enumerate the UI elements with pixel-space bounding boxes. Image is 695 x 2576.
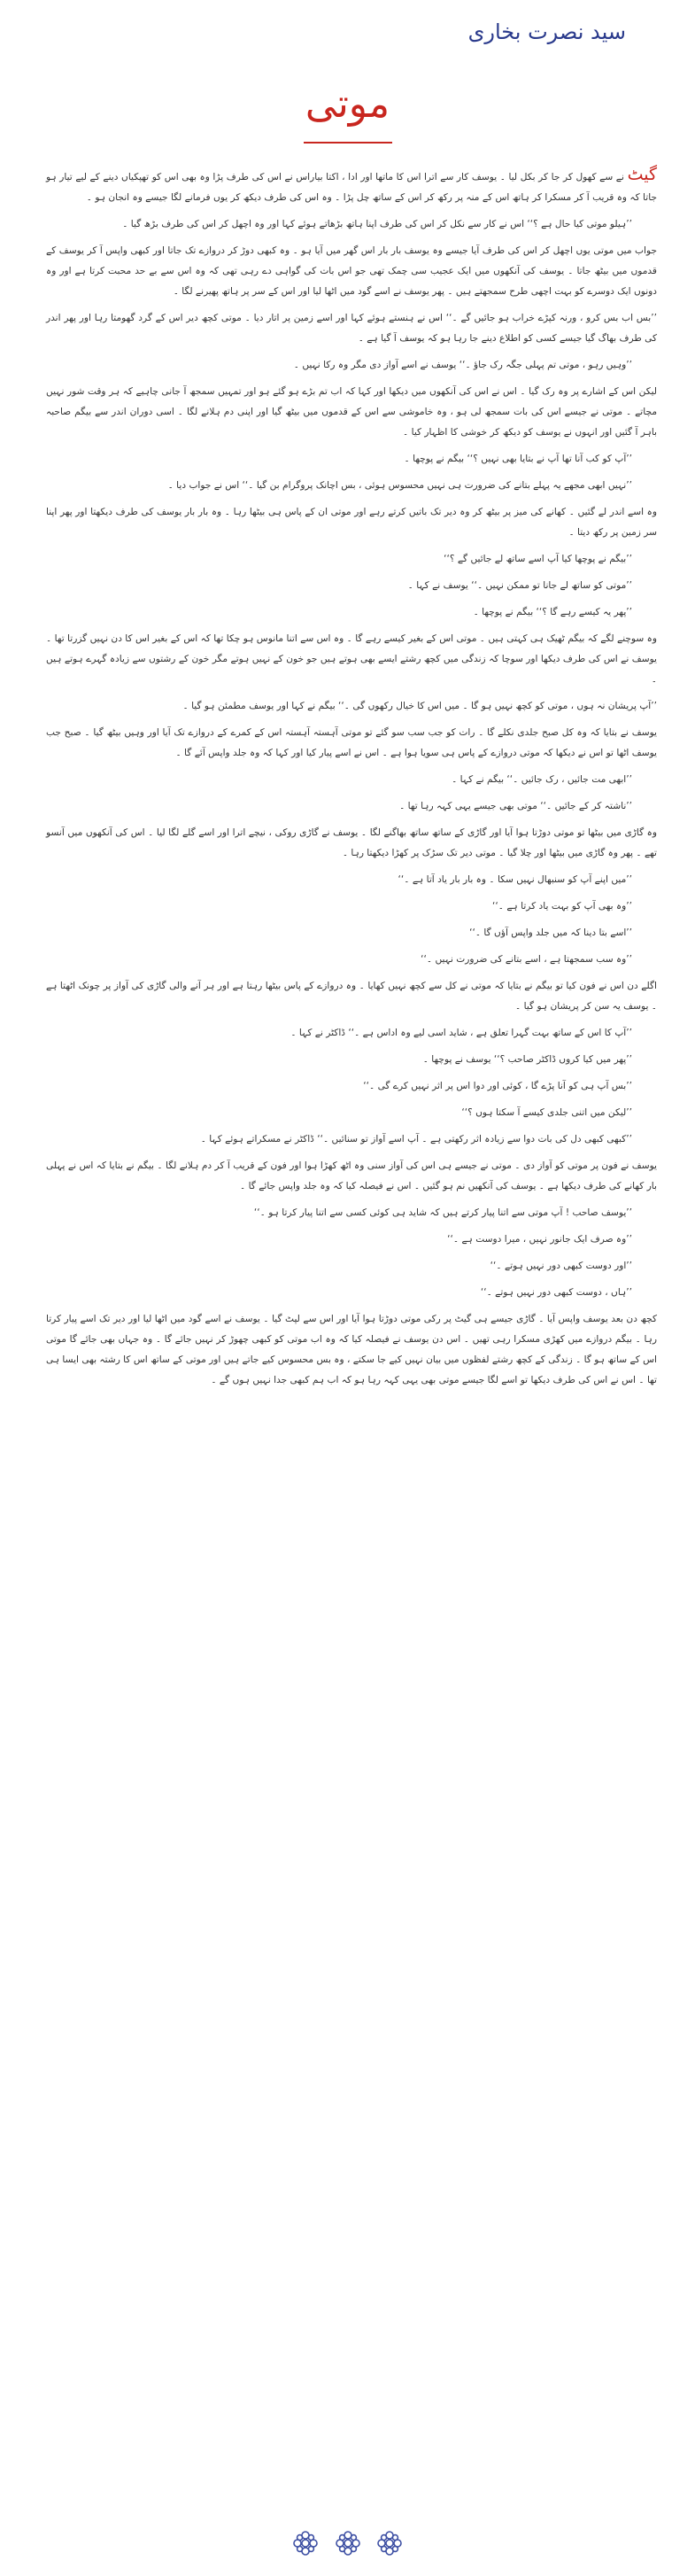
story-paragraph: ’’وہ سب سمجھتا ہے ، اسے بتانے کی ضرورت نہیں ۔‘‘ bbox=[421, 954, 632, 965]
floral-ornament-icon bbox=[376, 2530, 403, 2557]
paragraph-text: نے سے کھول کر جا کر بکل لیا ۔ یوسف کار سے اترا اس کا ماتھا اور ادا ، اکتا بیاراس نے اس کی طرف پڑا وہ بھی اس کو تھپکیاں دینے کے لیے تیار ہو جاتا کہ وہ قریب آ کر مسکرا کر ہاتھ اس کے منہ پر رکھ کر اس کے ساتھ چل پڑا ۔ وہ اس کی طرف دیکھ کر یوں فرمانے لگا جیسے وہ انجان ہو ۔ bbox=[46, 172, 657, 203]
story-title: موتی bbox=[305, 81, 390, 127]
story-paragraph: ’’ناشتہ کر کے جائیں ۔‘‘ موتی بھی جیسے یہی کہہ رہا تھا ۔ bbox=[399, 801, 632, 811]
floral-ornament-icon bbox=[335, 2530, 361, 2557]
title-underline bbox=[304, 142, 392, 144]
story-paragraph: وہ سوچنے لگے کہ بیگم ٹھیک ہی کہتی ہیں ۔ موتی اس کے بغیر کیسے رہے گا ۔ وہ اس سے اتنا مانوس ہو چکا تھا کہ اس کے بغیر اس کا دن نہیں گزرتا تھا ۔ یوسف نے اس کی طرف دیکھا اور سوچا کہ زندگی میں کچھ رشتے ایسے بھی ہوتے ہیں جو خون کے نہیں ہوتے مگر خون کے رشتوں سے زیادہ گہرے ہوتے ہیں ۔ bbox=[46, 633, 657, 685]
story-paragraph: ’’موتی کو ساتھ لے جانا تو ممکن نہیں ۔‘‘ یوسف نے کہا ۔ bbox=[407, 580, 632, 591]
story-paragraph: ’’وہ صرف ایک جانور نہیں ، میرا دوست ہے ۔‘‘ bbox=[447, 1234, 632, 1245]
story-paragraph: ’’وہیں رہو ، موتی تم پہلی جگہ رک جاؤ ۔‘‘ یوسف نے اسے آواز دی مگر وہ رکا نہیں ۔ bbox=[293, 360, 632, 370]
story-paragraph: ’’ہاں ، دوست کبھی دور نہیں ہوتے ۔‘‘ bbox=[480, 1287, 632, 1298]
story-paragraph: ’’بس آپ ہی کو آنا پڑے گا ، کوئی اور دوا اس پر اثر نہیں کرے گی ۔‘‘ bbox=[363, 1081, 632, 1091]
story-paragraph: ’’بس اب بس کرو ، ورنہ کپڑے خراب ہو جائیں گے ۔‘‘ اس نے ہنستے ہوئے کہا اور اسے زمین پر اتار دیا ۔ موتی کچھ دیر اس کے گرد گھومتا رہا اور پھر اندر کی طرف بھاگ گیا جیسے کسی کو اطلاع دینے جا رہا ہو کہ یوسف آ گیا ہے ۔ bbox=[46, 313, 657, 344]
story-paragraph: یوسف نے فون پر موتی کو آواز دی ۔ موتی نے جیسے ہی اس کی آواز سنی وہ اٹھ کھڑا ہوا اور فون کے قریب آ کر دم ہلانے لگا ۔ بیگم نے بتایا کہ اس نے پہلی بار کھانے کی طرف دیکھا ہے ۔ یوسف کی آنکھیں نم ہو گئیں ۔ اس نے فیصلہ کیا کہ وہ جلد واپس جائے گا ۔ bbox=[46, 1160, 657, 1191]
story-paragraph: ’’اور دوست کبھی دور نہیں ہوتے ۔‘‘ bbox=[490, 1261, 632, 1271]
dropcap-word: گیٹ bbox=[627, 165, 657, 184]
footer-ornaments bbox=[0, 2530, 695, 2557]
story-paragraph: ’’وہ بھی آپ کو بہت یاد کرتا ہے ۔‘‘ bbox=[492, 901, 632, 912]
story-paragraph: ’’پھر میں کیا کروں ڈاکٹر صاحب ؟‘‘ یوسف نے پوچھا ۔ bbox=[422, 1054, 632, 1065]
story-paragraph: ’’آپ کو کب آنا تھا آپ نے بتایا بھی نہیں ؟‘‘ بیگم نے پوچھا ۔ bbox=[404, 454, 632, 464]
author-name: سید نصرت بخاری bbox=[467, 19, 626, 44]
story-paragraph: ’’لیکن میں اتنی جلدی کیسے آ سکتا ہوں ؟‘‘ bbox=[461, 1107, 632, 1118]
story-paragraph bbox=[46, 165, 657, 208]
floral-ornament-icon bbox=[292, 2530, 319, 2557]
story-paragraph: ’’ہیلو موتی کیا حال ہے ؟‘‘ اس نے کار سے نکل کر اس کی طرف اپنا ہاتھ بڑھاتے ہوئے کہا اور وہ اچھل کر اس کی طرف بڑھ گیا ۔ bbox=[122, 219, 632, 229]
story-paragraph: یوسف نے بتایا کہ وہ کل صبح جلدی نکلے گا ۔ رات کو جب سب سو گئے تو موتی آہستہ آہستہ اس کے کمرے کے دروازے تک آیا اور وہیں بیٹھ گیا ۔ صبح جب یوسف اٹھا تو اس نے دیکھا کہ موتی دروازے کے پاس ہی سویا ہوا ہے ۔ اس نے اسے پیار کیا اور کہا کہ وہ جلد واپس آئے گا ۔ bbox=[46, 727, 657, 758]
story-body bbox=[46, 165, 657, 1397]
story-paragraph: ’’آپ کا اس کے ساتھ بہت گہرا تعلق ہے ، شاید اسی لیے وہ اداس ہے ۔‘‘ ڈاکٹر نے کہا ۔ bbox=[290, 1028, 632, 1038]
story-paragraph: ’’پھر یہ کیسے رہے گا ؟‘‘ بیگم نے پوچھا ۔ bbox=[473, 607, 632, 617]
story-paragraph: لیکن اس کے اشارے پر وہ رک گیا ۔ اس نے اس کی آنکھوں میں دیکھا اور کہا کہ اب تم بڑے ہو گئے ہو اور تمہیں سمجھ آ جانی چاہیے کہ ہر وقت شور نہیں مچاتے ۔ موتی نے جیسے اس کی بات سمجھ لی ہو ، وہ خاموشی سے اس کے قدموں میں بیٹھ گیا اور اپنی دم ہلانے لگا ۔ اسی دوران اندر سے بیگم صاحبہ باہر آ گئیں اور انہوں نے یوسف کو دیکھ کر خوشی کا اظہار کیا ۔ bbox=[46, 386, 657, 438]
story-paragraph: اگلے دن اس نے فون کیا تو بیگم نے بتایا کہ موتی نے کل سے کچھ نہیں کھایا ۔ وہ دروازے کے پاس بیٹھا رہتا ہے اور ہر آنے والی گاڑی کی آواز پر چونک اٹھتا ہے ۔ یوسف یہ سن کر پریشان ہو گیا ۔ bbox=[46, 981, 657, 1012]
story-paragraph: ’’آپ پریشان نہ ہوں ، موتی کو کچھ نہیں ہو گا ۔ میں اس کا خیال رکھوں گی ۔‘‘ بیگم نے کہا اور یوسف مطمئن ہو گیا ۔ bbox=[182, 701, 657, 711]
story-paragraph: ’’نہیں ابھی مجھے یہ پہلے بتانے کی ضرورت ہی نہیں محسوس ہوئی ، بس اچانک پروگرام بن گیا ۔‘‘ اس نے جواب دیا ۔ bbox=[167, 480, 632, 491]
story-paragraph: وہ گاڑی میں بیٹھا تو موتی دوڑتا ہوا آیا اور گاڑی کے ساتھ ساتھ بھاگنے لگا ۔ یوسف نے گاڑی روکی ، نیچے اترا اور اسے گلے لگا لیا ۔ اس کی آنکھوں میں آنسو تھے ۔ پھر وہ گاڑی میں بیٹھا اور چلا گیا ۔ موتی دیر تک سڑک پر کھڑا دیکھتا رہا ۔ bbox=[46, 827, 657, 858]
story-paragraph: ’’یوسف صاحب ! آپ موتی سے اتنا پیار کرتے ہیں کہ شاید ہی کوئی کسی سے اتنا پیار کرتا ہو ۔‘‘ bbox=[253, 1207, 632, 1218]
story-paragraph: ’’میں اپنے آپ کو سنبھال نہیں سکا ۔ وہ بار بار یاد آتا ہے ۔‘‘ bbox=[398, 874, 632, 885]
story-paragraph: ’’کبھی کبھی دل کی بات دوا سے زیادہ اثر رکھتی ہے ۔ آپ اسے آواز تو سنائیں ۔‘‘ ڈاکٹر نے مسکراتے ہوئے کہا ۔ bbox=[200, 1134, 632, 1144]
story-paragraph: ’’بیگم نے پوچھا کیا آپ اسے ساتھ لے جائیں گے ؟‘‘ bbox=[444, 554, 632, 564]
story-paragraph: وہ اسے اندر لے گئیں ۔ کھانے کی میز پر بیٹھ کر وہ دیر تک باتیں کرتے رہے اور موتی ان کے پاس ہی بیٹھا رہا ۔ وہ بار بار یوسف کی طرف دیکھتا اور پھر اپنا سر زمین پر رکھ دیتا ۔ bbox=[46, 507, 657, 538]
story-paragraph: کچھ دن بعد یوسف واپس آیا ۔ گاڑی جیسے ہی گیٹ پر رکی موتی دوڑتا ہوا آیا اور اس سے لپٹ گیا ۔ یوسف نے اسے گود میں اٹھا لیا اور دیر تک اسے پیار کرتا رہا ۔ بیگم دروازے میں کھڑی مسکرا رہی تھیں ۔ اس دن یوسف نے فیصلہ کیا کہ وہ اب موتی کو کبھی چھوڑ کر نہیں جائے گا ۔ وہ جہاں بھی جائے گا موتی اس کے ساتھ ہو گا ۔ زندگی کے کچھ رشتے لفظوں میں بیان نہیں کیے جا سکتے ، وہ بس محسوس کیے جاتے ہیں اور موتی کے ساتھ اس کا رشتہ بھی ایسا ہی تھا ۔ اس نے اس کی طرف دیکھا تو اسے لگا جیسے موتی بھی یہی کہہ رہا ہو کہ اب ہم کبھی جدا نہیں ہوں گے ۔ bbox=[46, 1314, 657, 1385]
story-paragraph: ’’ابھی مت جائیں ، رک جائیں ۔‘‘ بیگم نے کہا ۔ bbox=[452, 774, 632, 785]
story-paragraph: جواب میں موتی یوں اچھل کر اس کی طرف آیا جیسے وہ یوسف بار بار اس گھر میں آیا ہو ۔ وہ کبھی دوڑ کر دروازے تک جاتا اور کبھی واپس آ کر یوسف کے قدموں میں بیٹھ جاتا ۔ یوسف کی آنکھوں میں ایک عجیب سی چمک تھی جو اس بات کی گواہی دے رہی تھی کہ وہ اس سے بے حد محبت کرتا ہے اور وہ دونوں ایک دوسرے کو بہت اچھی طرح سمجھتے ہیں ۔ پھر یوسف نے اسے گود میں اٹھا لیا اور اس کے سر پر ہاتھ پھیرنے لگا ۔ bbox=[46, 245, 657, 297]
story-paragraph: ’’اسے بتا دینا کہ میں جلد واپس آؤں گا ۔‘‘ bbox=[469, 927, 632, 938]
